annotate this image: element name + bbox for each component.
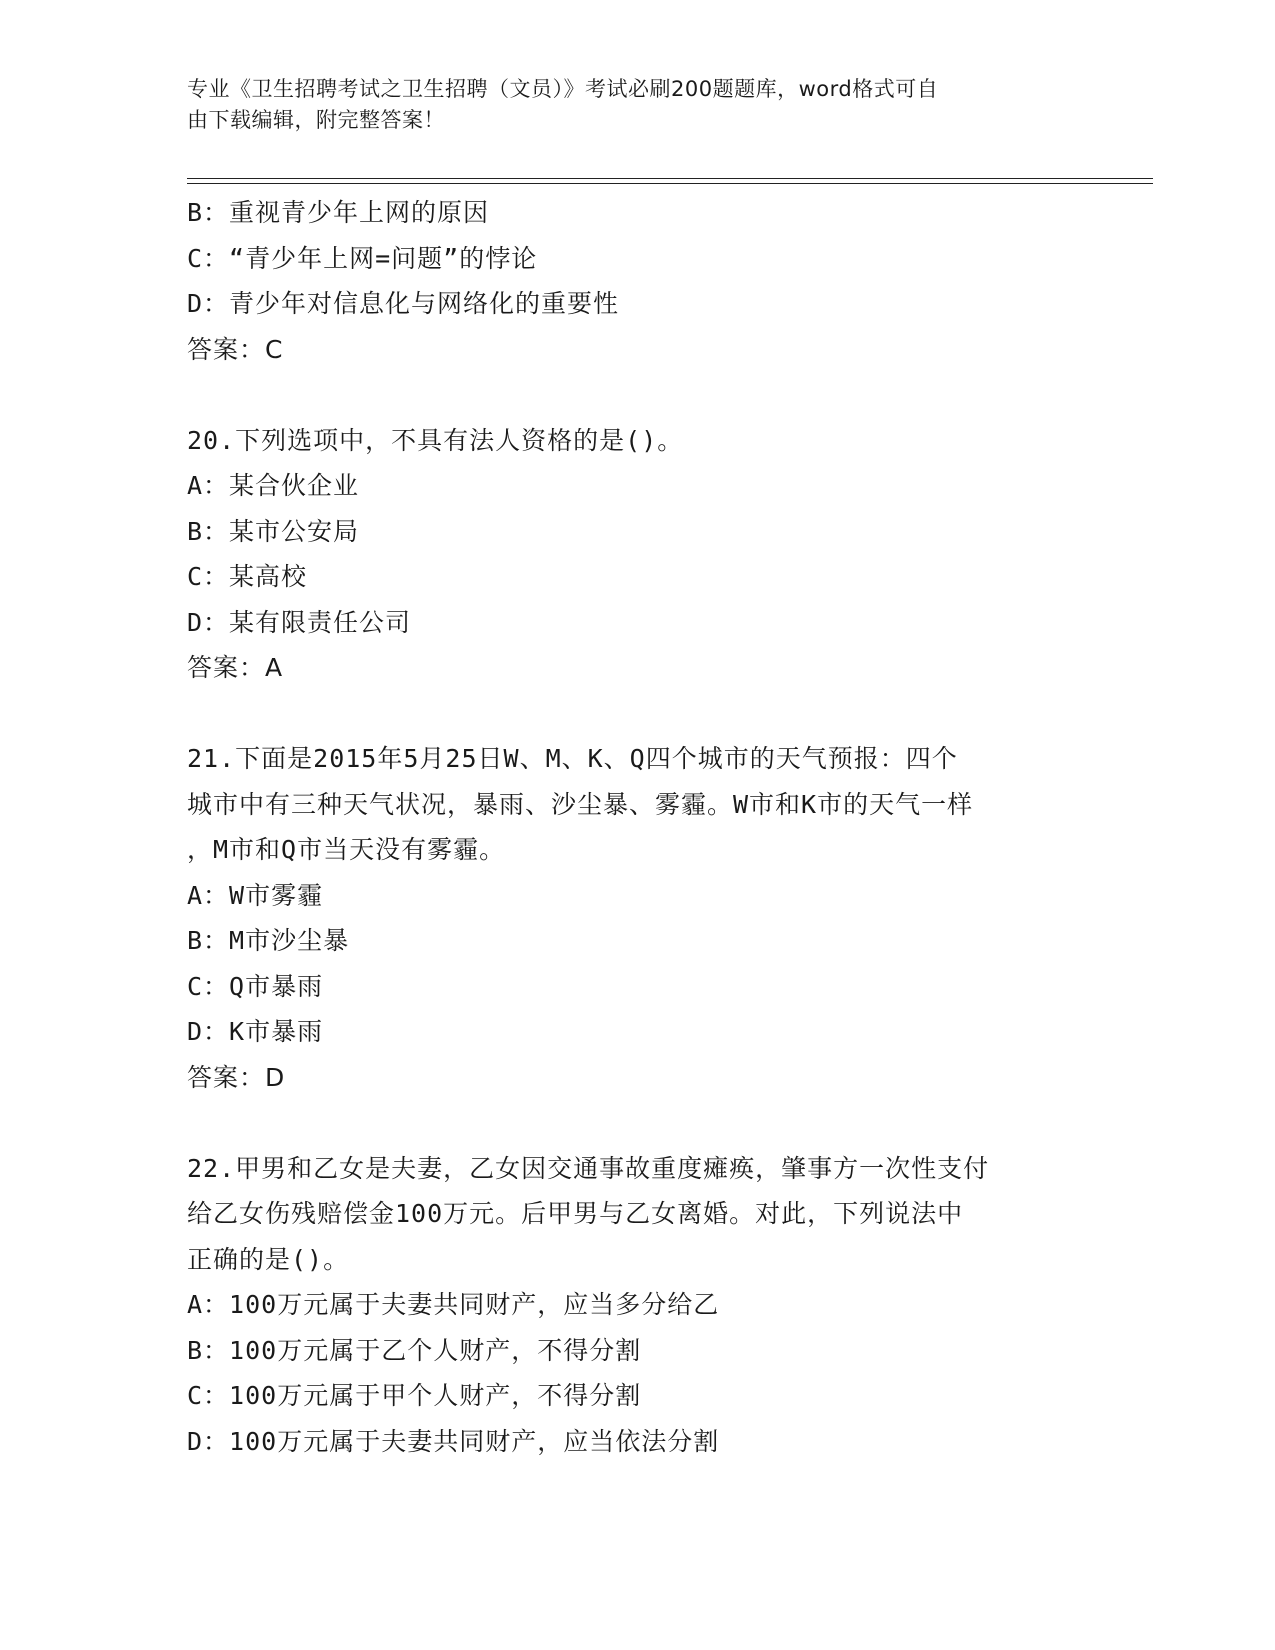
option-c: C：“青少年上网=问题”的悖论 xyxy=(187,243,538,273)
header-line-2: 由下载编辑，附完整答案！ xyxy=(187,108,445,132)
option-b: B：100万元属于乙个人财产，不得分割 xyxy=(187,1335,642,1365)
header-double-rule xyxy=(187,178,1153,184)
option-a: A：W市雾霾 xyxy=(187,880,324,910)
question-22 xyxy=(187,1146,1087,1465)
option-a: A：某合伙企业 xyxy=(187,471,360,500)
question-stem: 给乙女伤残赔偿金100万元。后甲男与乙女离婚。对此，下列说法中 xyxy=(187,1199,964,1228)
option-b: B：M市沙尘暴 xyxy=(187,926,350,955)
question-stem: ，M市和Q市当天没有雾霾。 xyxy=(187,835,506,864)
question-stem: 城市中有三种天气状况，暴雨、沙尘暴、雾霾。W市和K市的天气一样 xyxy=(187,789,974,819)
page-header xyxy=(187,74,1067,136)
option-d: D：100万元属于夫妻共同财产，应当依法分割 xyxy=(187,1426,720,1456)
answer: 答案：A xyxy=(187,653,284,682)
option-d: D：某有限责任公司 xyxy=(187,607,412,637)
header-line-1: 专业《卫生招聘考试之卫生招聘（文员）》考试必刷200题题库，word格式可自 xyxy=(187,77,939,101)
option-b: B：重视青少年上网的原因 xyxy=(187,198,490,227)
question-stem: 20.下列选项中，不具有法人资格的是()。 xyxy=(187,425,684,455)
option-d: D：K市暴雨 xyxy=(187,1017,324,1046)
option-c: C：某高校 xyxy=(187,562,308,591)
answer: 答案：C xyxy=(187,334,284,364)
prev-question xyxy=(187,190,1087,372)
question-stem: 正确的是()。 xyxy=(187,1244,350,1274)
question-21 xyxy=(187,736,1087,1100)
option-a: A：100万元属于夫妻共同财产，应当多分给乙 xyxy=(187,1290,720,1319)
document-body xyxy=(187,190,1087,1464)
question-stem: 21.下面是2015年5月25日W、M、K、Q四个城市的天气预报：四个 xyxy=(187,744,958,773)
option-c: C：100万元属于甲个人财产，不得分割 xyxy=(187,1381,642,1410)
option-b: B：某市公安局 xyxy=(187,516,360,546)
question-stem: 22.甲男和乙女是夫妻，乙女因交通事故重度瘫痪，肇事方一次性支付 xyxy=(187,1153,990,1183)
question-20 xyxy=(187,418,1087,691)
option-c: C：Q市暴雨 xyxy=(187,971,324,1001)
option-d: D：青少年对信息化与网络化的重要性 xyxy=(187,289,620,318)
answer: 答案：D xyxy=(187,1062,286,1092)
